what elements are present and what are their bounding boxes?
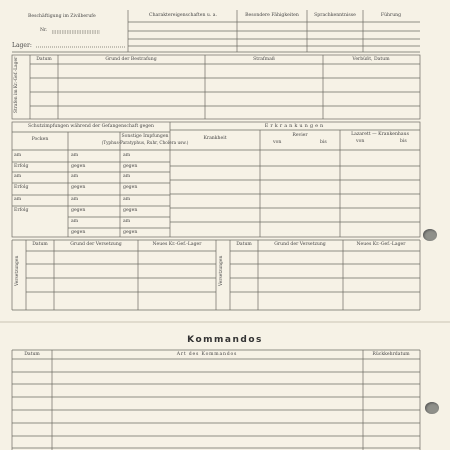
lazarett-bis-label: bis [400, 139, 407, 144]
pocken-row-label: Erfolg [14, 208, 29, 213]
impfung-row-label: am [71, 219, 79, 224]
charakter-label: Charaktereigenschaften u. a. [149, 13, 217, 18]
impfung-row-label: gegen [123, 185, 138, 190]
impfung-row-label: am [123, 153, 131, 158]
pocken-header: Pocken [31, 137, 49, 142]
versetzungen-side-label-left: Versetzungen [15, 255, 20, 286]
impfung-row-label: am [71, 197, 79, 202]
strafen-strafmass-header: Strafmaß [253, 57, 275, 62]
sonstige-header: Sonstige Impfungen [121, 134, 169, 139]
impfung-row-label: gegen [71, 208, 86, 213]
impfung-row-label: gegen [123, 230, 138, 235]
punch-hole [425, 402, 439, 414]
strafen-datum-header: Datum [36, 57, 52, 62]
versetzung-datum-header-right: Datum [236, 242, 252, 247]
impfung-row-label: gegen [71, 164, 86, 169]
kommandos-art-header: Art des Kommandos [176, 352, 238, 357]
lazarett-von-label: von [356, 139, 365, 144]
strafen-grund-header: Grund der Bestrafung [105, 57, 157, 62]
revier-von-label: von [273, 140, 282, 145]
revier-header: Revier [292, 133, 308, 138]
impfung-row-label: gegen [123, 164, 138, 169]
impfung-row-label: am [71, 174, 79, 179]
beschaeftigung-label: Beschäftigung im Zivilberufe [28, 14, 96, 19]
lazarett-header: Lazarett — Krankenhaus [351, 132, 409, 137]
pocken-row-label: Erfolg [14, 185, 29, 190]
versetzungen-side-label-right: Versetzungen [219, 255, 224, 286]
kommandos-datum-header: Datum [24, 352, 40, 357]
impfung-row-label: gegen [71, 230, 86, 235]
impfung-row-label: gegen [123, 208, 138, 213]
versetzung-neues-header-right: Neues Kr.-Gef.-Lager [356, 242, 406, 247]
pocken-row-label: Erfolg [14, 164, 29, 169]
sprachkenntnisse-label: Sprachkenntnisse [314, 13, 356, 18]
strafen-verbuesst-header: Verbüßt, Datum [352, 57, 390, 62]
impfung-row-label: am [71, 153, 79, 158]
krankheit-header: Krankheit [203, 136, 227, 141]
lager-label: Lager: [12, 42, 32, 49]
pocken-row-label: am [14, 174, 22, 179]
strafen-side-label: Strafen im Kr.-Gef.-Lager [14, 56, 19, 113]
versetzung-neues-header-left: Neues Kr.-Gef.-Lager [152, 242, 202, 247]
versetzung-datum-header-left: Datum [32, 242, 48, 247]
nr-label: Nr. [40, 28, 48, 33]
kommandos-rueckkehr-header: Rückkehrdatum [372, 352, 410, 357]
impfung-row-label: am [123, 219, 131, 224]
kommandos-title: Kommandos [187, 335, 263, 345]
versetzung-grund-header-left: Grund der Versetzung [70, 242, 122, 247]
pocken-row-label: am [14, 153, 22, 158]
erkrankungen-header: Erkrankungen [264, 123, 326, 129]
fuehrung-label: Führung [380, 13, 402, 18]
impfung-row-label: am [123, 174, 131, 179]
pocken-row-label: am [14, 197, 22, 202]
impfung-row-label: am [123, 197, 131, 202]
versetzung-grund-header-right: Grund der Versetzung [274, 242, 326, 247]
punch-hole [423, 229, 437, 241]
faehigkeiten-label: Besondere Fähigkeiten [245, 13, 299, 18]
impfung-row-label: gegen [71, 185, 86, 190]
sonstige-subheader: (Typhus-Paratyphus, Ruhr, Cholera usw.) [101, 140, 189, 145]
impfungen-header: Schutzimpfungen während der Gefangenschaft gegen [28, 124, 154, 129]
revier-bis-label: bis [320, 140, 327, 145]
